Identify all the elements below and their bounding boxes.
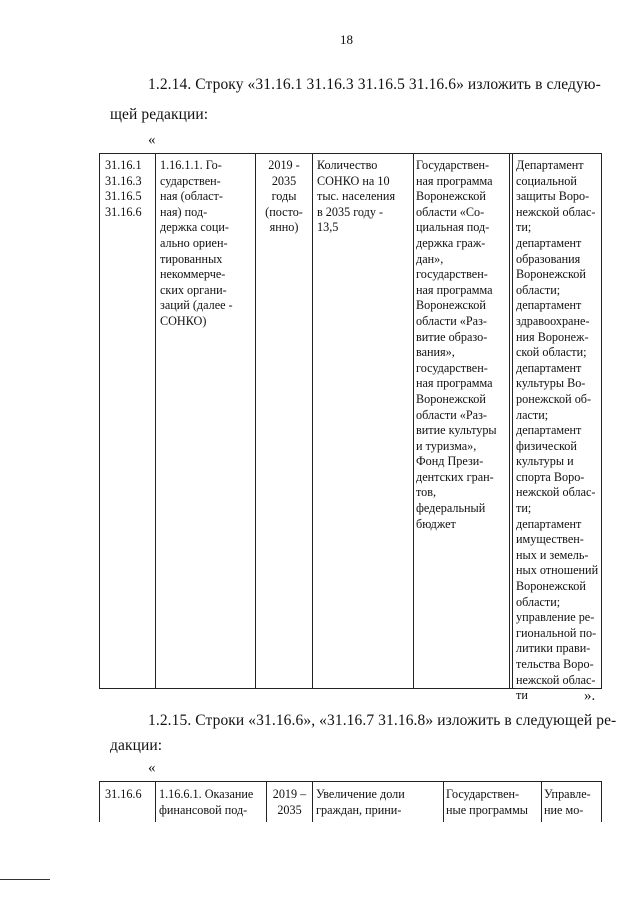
cell-code: 31.16.6 <box>105 787 142 801</box>
cell-period: 2019 - 2035 годы (посто- янно) <box>265 158 303 235</box>
table-divider <box>312 782 313 822</box>
open-quote-1: « <box>148 132 156 148</box>
table-divider <box>541 782 542 822</box>
cell-executor: Департамент социальной защиты Воро- нежской облас- ти; департамент образования Воронежской области; департамент здравоохране- ния Воронеж- ской области; департамент культуры Во- ронежской об- ласти; департамент физической культуры и спорта Воро- нежской облас- ти; департамент имуществен- ных и земель- ных отношений Воронежской области; управление ре- гиональной по- литики прави- тельства Воро- нежской облас- ти <box>516 158 599 703</box>
paragraph-1-2-14-line1: 1.2.14. Строку «31.16.1 31.16.3 31.16.5 31.16.6» изложить в следую- <box>148 76 601 93</box>
cell-source: Государствен- ная программа Воронежской области «Со- циальная под- держка граж- дан», государствен- ная программа Воронежской области «Раз- витие образо- вания», государствен- ная программа Воронежской области «Раз- витие культуры и туризма», Фонд Прези- дентских гран- тов, федеральный бюджет <box>416 158 497 531</box>
paragraph-1-2-15-line1: 1.2.15. Строки «31.16.6», «31.16.7 31.16.8» изложить в следующей ре- <box>148 712 617 729</box>
open-quote-2: « <box>148 760 156 776</box>
close-quote: ». <box>584 688 596 704</box>
table-divider <box>512 154 513 688</box>
table-divider <box>509 154 510 688</box>
table-divider <box>155 154 156 688</box>
cell-code: 31.16.1 31.16.3 31.16.5 31.16.6 <box>105 158 142 219</box>
table-divider <box>155 782 156 822</box>
cell-executor: Управле- ние мо- <box>544 787 591 817</box>
cell-indicator: Количество СОНКО на 10 тыс. населения в 2035 году - 13,5 <box>317 158 396 235</box>
paragraph-1-2-15-line2: дакции: <box>110 737 163 754</box>
table-divider <box>255 154 256 688</box>
table-divider <box>312 154 313 688</box>
table-divider <box>443 782 444 822</box>
table-row-31-16-1 <box>99 153 602 703</box>
paragraph-1-2-14-line2: щей редакции: <box>110 106 209 123</box>
cell-measure: 1.16.1.1. Го- сударствен- ная (област- ная) под- держка соци- ально ориен- тированных некоммерче- ских органи- заций (далее - СОНКО) <box>160 158 233 328</box>
table-divider <box>413 154 414 688</box>
table-row-31-16-6 <box>99 781 602 822</box>
footnote-separator <box>0 879 50 880</box>
page-number: 18 <box>340 32 353 47</box>
cell-source: Государствен- ные программы <box>446 787 528 817</box>
cell-measure: 1.16.6.1. Оказание финансовой под- <box>159 787 254 817</box>
cell-period: 2019 – 2035 <box>272 787 307 817</box>
cell-indicator: Увеличение доли граждан, прини- <box>316 787 405 817</box>
